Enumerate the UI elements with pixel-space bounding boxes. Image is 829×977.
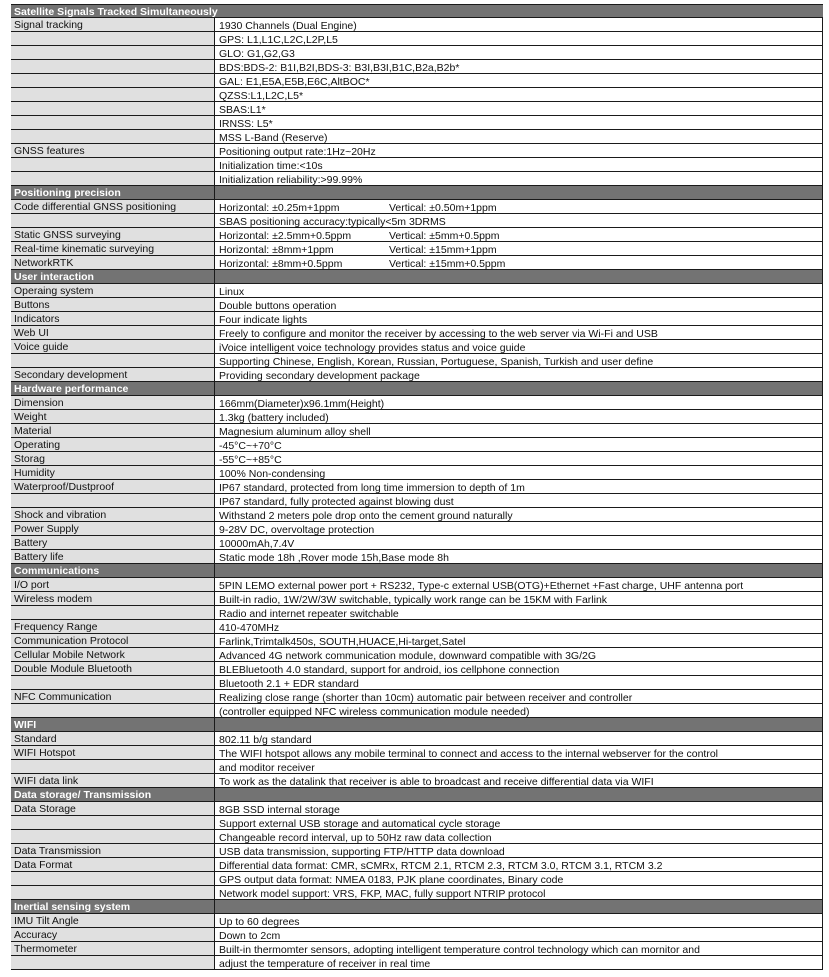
spec-value-text: Built-in thermomter sensors, adopting intelligent temperature control technology which can mornitor and	[219, 944, 700, 955]
spec-row	[11, 354, 823, 368]
spec-label: Weight	[11, 410, 215, 423]
spec-label: Real-time kinematic surveying	[11, 242, 215, 255]
spec-value	[215, 452, 823, 465]
spec-label: Operaing system	[11, 284, 215, 297]
spec-value-text: Horizontal: ±8mm+0.5ppm	[219, 258, 343, 269]
spec-row	[11, 102, 823, 116]
spec-value	[215, 284, 823, 297]
spec-row	[11, 494, 823, 508]
section-header-inertial-sensing-system	[11, 900, 823, 914]
spec-value	[215, 732, 823, 745]
spec-label: Code differential GNSS positioning	[11, 200, 215, 213]
spec-label: Battery life	[11, 550, 215, 563]
spec-row	[11, 214, 823, 228]
section-header-fill	[215, 186, 823, 199]
spec-value-text: Network model support: VRS, FKP, MAC, fully support NTRIP protocol	[219, 888, 546, 899]
spec-row	[11, 592, 823, 606]
spec-value-text: Initialization reliability:>99.99%	[219, 174, 363, 185]
spec-label	[11, 46, 215, 59]
spec-row	[11, 172, 823, 186]
spec-value	[215, 200, 823, 213]
spec-value	[215, 130, 823, 143]
spec-label	[11, 32, 215, 45]
spec-value-text: 9-28V DC, overvoltage protection	[219, 524, 375, 535]
spec-row	[11, 116, 823, 130]
section-title: Positioning precision	[11, 186, 215, 199]
spec-value	[215, 74, 823, 87]
spec-value-text: 8GB SSD internal storage	[219, 804, 340, 815]
spec-value-text: GPS: L1,L1C,L2C,L2P,L5	[219, 34, 338, 45]
section-header-fill	[215, 718, 823, 731]
spec-label: Static GNSS surveying	[11, 228, 215, 241]
spec-label	[11, 760, 215, 773]
spec-value	[215, 746, 823, 759]
spec-value	[215, 172, 823, 185]
spec-row	[11, 18, 823, 32]
spec-label	[11, 354, 215, 367]
spec-row	[11, 704, 823, 718]
spec-value	[215, 690, 823, 703]
spec-value	[215, 662, 823, 675]
spec-value-text: IP67 standard, fully protected against blowing dust	[219, 496, 454, 507]
spec-row	[11, 844, 823, 858]
spec-value	[215, 312, 823, 325]
spec-value	[215, 830, 823, 843]
spec-label: Material	[11, 424, 215, 437]
spec-row	[11, 550, 823, 564]
spec-value-text: -45°C~+70°C	[219, 440, 282, 451]
spec-value-text: GPS output data format: NMEA 0183, PJK plane coordinates, Binary code	[219, 874, 564, 885]
spec-label: NFC Communication	[11, 690, 215, 703]
spec-value-text: Realizing close range (shorter than 10cm) automatic pair between receiver and controller	[219, 692, 633, 703]
spec-value-text: Horizontal: ±2.5mm+0.5ppm	[219, 230, 352, 241]
spec-value-text: Changeable record interval, up to 50Hz raw data collection	[219, 832, 492, 843]
spec-value-text: Freely to configure and monitor the receiver by accessing to the web server via Wi-Fi and USB	[219, 328, 658, 339]
spec-value	[215, 326, 823, 339]
spec-value	[215, 60, 823, 73]
spec-value-vertical: Vertical: ±15mm+0.5ppm	[389, 258, 506, 269]
spec-value-text: iVoice intelligent voice technology provides status and voice guide	[219, 342, 526, 353]
spec-row	[11, 942, 823, 956]
spec-row	[11, 144, 823, 158]
spec-value-text: MSS L-Band (Reserve)	[219, 132, 328, 143]
spec-value-text: Differential data format: CMR, sCMRx, RTCM 2.1, RTCM 2.3, RTCM 3.0, RTCM 3.1, RTCM 3.2	[219, 860, 663, 871]
spec-label: Battery	[11, 536, 215, 549]
section-title: Inertial sensing system	[11, 900, 215, 913]
spec-value	[215, 228, 823, 241]
spec-label: Data Transmission	[11, 844, 215, 857]
spec-value	[215, 508, 823, 521]
spec-label: Signal tracking	[11, 18, 215, 31]
spec-label: Standard	[11, 732, 215, 745]
spec-value-text: SBAS positioning accuracy:typically<5m 3DRMS	[219, 216, 446, 227]
spec-row	[11, 74, 823, 88]
spec-label: Indicators	[11, 312, 215, 325]
spec-row	[11, 816, 823, 830]
spec-label	[11, 116, 215, 129]
section-header-fill	[215, 564, 823, 577]
spec-row	[11, 242, 823, 256]
spec-label	[11, 172, 215, 185]
spec-value-text: 100% Non-condensing	[219, 468, 326, 479]
spec-label: Power Supply	[11, 522, 215, 535]
spec-value	[215, 536, 823, 549]
spec-label: Operating	[11, 438, 215, 451]
spec-value	[215, 46, 823, 59]
spec-value-text: Withstand 2 meters pole drop onto the cement ground naturally	[219, 510, 513, 521]
spec-value	[215, 956, 823, 969]
spec-value-text: Static mode 18h ,Rover mode 15h,Base mode 8h	[219, 552, 449, 563]
spec-value-text: -55°C~+85°C	[219, 454, 282, 465]
spec-row	[11, 228, 823, 242]
spec-row	[11, 620, 823, 634]
section-header-communications	[11, 564, 823, 578]
spec-label: Waterproof/Dustproof	[11, 480, 215, 493]
spec-label: Data Format	[11, 858, 215, 871]
spec-value-text: 410-470MHz	[219, 622, 280, 633]
spec-label: Data Storage	[11, 802, 215, 815]
spec-label: WIFI Hotspot	[11, 746, 215, 759]
spec-value-vertical: Vertical: ±0.50m+1ppm	[389, 202, 497, 213]
spec-value	[215, 368, 823, 381]
spec-row	[11, 130, 823, 144]
spec-row	[11, 536, 823, 550]
spec-row	[11, 914, 823, 928]
spec-row	[11, 732, 823, 746]
spec-label: Buttons	[11, 298, 215, 311]
spec-value	[215, 802, 823, 815]
spec-value-text: Built-in radio, 1W/2W/3W switchable, typically work range can be 15KM with Farlink	[219, 594, 608, 605]
spec-value-text: Providing secondary development package	[219, 370, 420, 381]
spec-row	[11, 340, 823, 354]
spec-value-text: GLO: G1,G2,G3	[219, 48, 295, 59]
spec-label: Storag	[11, 452, 215, 465]
spec-value	[215, 242, 823, 255]
spec-label: WIFI data link	[11, 774, 215, 787]
spec-value-text: IP67 standard, protected from long time immersion to depth of 1m	[219, 482, 525, 493]
spec-value	[215, 634, 823, 647]
spec-row	[11, 690, 823, 704]
spec-value	[215, 214, 823, 227]
spec-value-text: and moditor receiver	[219, 762, 315, 773]
spec-row	[11, 746, 823, 760]
spec-row	[11, 298, 823, 312]
section-title: User interaction	[11, 270, 215, 283]
spec-label	[11, 606, 215, 619]
spec-label	[11, 830, 215, 843]
spec-row	[11, 480, 823, 494]
spec-row	[11, 676, 823, 690]
spec-row	[11, 32, 823, 46]
spec-row	[11, 256, 823, 270]
spec-value-text: USB data transmission, supporting FTP/HTTP data download	[219, 846, 505, 857]
spec-row	[11, 858, 823, 872]
spec-row	[11, 60, 823, 74]
spec-value-text: 10000mAh,7.4V	[219, 538, 295, 549]
spec-value	[215, 928, 823, 941]
spec-row	[11, 452, 823, 466]
spec-label: Thermometer	[11, 942, 215, 955]
spec-row	[11, 872, 823, 886]
spec-label	[11, 158, 215, 171]
spec-value	[215, 648, 823, 661]
spec-value	[215, 158, 823, 171]
spec-value	[215, 256, 823, 269]
spec-value	[215, 480, 823, 493]
section-title: WIFI	[11, 718, 215, 731]
spec-label	[11, 214, 215, 227]
section-header-fill	[215, 788, 823, 801]
spec-row	[11, 200, 823, 214]
spec-row	[11, 438, 823, 452]
section-title: Data storage/ Transmission	[11, 788, 215, 801]
spec-value-text: BLEBluetooth 4.0 standard, support for android, ios cellphone connection	[219, 664, 560, 675]
spec-value	[215, 816, 823, 829]
spec-row	[11, 606, 823, 620]
spec-value	[215, 18, 823, 31]
spec-row	[11, 284, 823, 298]
spec-value	[215, 774, 823, 787]
section-header-satellite-signals-tracked-simultaneously	[11, 4, 823, 18]
spec-row	[11, 396, 823, 410]
spec-value-text: Horizontal: ±8mm+1ppm	[219, 244, 334, 255]
spec-label	[11, 102, 215, 115]
spec-table	[11, 4, 823, 970]
spec-value-text: Supporting Chinese, English, Korean, Russian, Portuguese, Spanish, Turkish and user define	[219, 356, 654, 367]
spec-value	[215, 914, 823, 927]
section-header-user-interaction	[11, 270, 823, 284]
spec-value-text: Magnesium aluminum alloy shell	[219, 426, 371, 437]
spec-value-text: Advanced 4G network communication module, downward compatible with 3G/2G	[219, 650, 597, 661]
section-header-positioning-precision	[11, 186, 823, 200]
spec-value-text: SBAS:L1*	[219, 104, 266, 115]
spec-value	[215, 32, 823, 45]
spec-value-text: Up to 60 degrees	[219, 916, 300, 927]
spec-label	[11, 88, 215, 101]
spec-label	[11, 494, 215, 507]
spec-row	[11, 928, 823, 942]
spec-value	[215, 606, 823, 619]
spec-label	[11, 816, 215, 829]
spec-label: IMU Tilt Angle	[11, 914, 215, 927]
spec-label	[11, 886, 215, 899]
spec-value	[215, 424, 823, 437]
spec-value-text: Four indicate lights	[219, 314, 308, 325]
spec-value	[215, 116, 823, 129]
spec-row	[11, 886, 823, 900]
spec-value	[215, 102, 823, 115]
spec-row	[11, 634, 823, 648]
spec-value-text: Support external USB storage and automatical cycle storage	[219, 818, 501, 829]
spec-row	[11, 830, 823, 844]
spec-row	[11, 508, 823, 522]
spec-value	[215, 410, 823, 423]
spec-value-text: Radio and internet repeater switchable	[219, 608, 399, 619]
spec-value	[215, 438, 823, 451]
spec-value	[215, 886, 823, 899]
spec-value	[215, 578, 823, 591]
spec-value-text: (controller equipped NFC wireless communication module needed)	[219, 706, 530, 717]
spec-row	[11, 410, 823, 424]
spec-value-vertical: Vertical: ±5mm+0.5ppm	[389, 230, 500, 241]
spec-row	[11, 424, 823, 438]
spec-value	[215, 676, 823, 689]
spec-value-text: 5PIN LEMO external power port + RS232, Type-c external USB(OTG)+Ethernet +Fast charge, UHF antenna port	[219, 580, 744, 591]
spec-label: Shock and vibration	[11, 508, 215, 521]
spec-value	[215, 550, 823, 563]
spec-value-text: Initialization time:<10s	[219, 160, 323, 171]
spec-value-text: BDS:BDS-2: B1I,B2I,BDS-3: B3I,B3I,B1C,B2a,B2b*	[219, 62, 460, 73]
spec-row	[11, 326, 823, 340]
spec-value	[215, 592, 823, 605]
spec-value	[215, 466, 823, 479]
spec-row	[11, 956, 823, 970]
spec-label: Frequency Range	[11, 620, 215, 633]
spec-row	[11, 368, 823, 382]
spec-value-text: adjust the temperature of receiver in real time	[219, 958, 431, 969]
spec-value	[215, 354, 823, 367]
spec-row	[11, 760, 823, 774]
section-title: Hardware performance	[11, 382, 215, 395]
spec-label: NetworkRTK	[11, 256, 215, 269]
spec-value	[215, 858, 823, 871]
spec-value-text: Positioning output rate:1Hz~20Hz	[219, 146, 376, 157]
spec-value-vertical: Vertical: ±15mm+1ppm	[389, 244, 497, 255]
spec-value	[215, 872, 823, 885]
spec-row	[11, 522, 823, 536]
spec-value	[215, 844, 823, 857]
spec-row	[11, 648, 823, 662]
spec-label: Double Module Bluetooth	[11, 662, 215, 675]
spec-value	[215, 340, 823, 353]
spec-value-text: 1930 Channels (Dual Engine)	[219, 20, 357, 31]
spec-value-text: 166mm(Diameter)x96.1mm(Height)	[219, 398, 385, 409]
spec-row	[11, 466, 823, 480]
spec-value	[215, 88, 823, 101]
spec-value-text: Bluetooth 2.1 + EDR standard	[219, 678, 359, 689]
spec-label: Humidity	[11, 466, 215, 479]
spec-label: Dimension	[11, 396, 215, 409]
spec-value-text: Horizontal: ±0.25m+1ppm	[219, 202, 340, 213]
spec-row	[11, 578, 823, 592]
spec-value-text: Farlink,Trimtalk450s, SOUTH,HUACE,Hi-target,Satel	[219, 636, 466, 647]
spec-value-text: GAL: E1,E5A,E5B,E6C,AltBOC*	[219, 76, 370, 87]
spec-value	[215, 298, 823, 311]
spec-value	[215, 522, 823, 535]
spec-row	[11, 802, 823, 816]
spec-value	[215, 494, 823, 507]
spec-label: Wireless modem	[11, 592, 215, 605]
spec-label: I/O port	[11, 578, 215, 591]
spec-value-text: 802.11 b/g standard	[219, 734, 312, 745]
spec-label: Communication Protocol	[11, 634, 215, 647]
spec-value	[215, 620, 823, 633]
spec-label: Cellular Mobile Network	[11, 648, 215, 661]
spec-label	[11, 956, 215, 969]
spec-label: Web UI	[11, 326, 215, 339]
spec-label	[11, 872, 215, 885]
spec-value-text: Double buttons operation	[219, 300, 337, 311]
spec-label	[11, 60, 215, 73]
spec-value	[215, 396, 823, 409]
spec-label	[11, 130, 215, 143]
spec-value-text: QZSS:L1,L2C,L5*	[219, 90, 304, 101]
section-header-fill	[215, 382, 823, 395]
spec-value	[215, 704, 823, 717]
spec-value	[215, 760, 823, 773]
spec-row	[11, 774, 823, 788]
spec-row	[11, 158, 823, 172]
spec-value	[215, 942, 823, 955]
spec-value-text: Linux	[219, 286, 245, 297]
spec-row	[11, 312, 823, 326]
spec-label	[11, 74, 215, 87]
spec-label: Secondary development	[11, 368, 215, 381]
spec-label: Accuracy	[11, 928, 215, 941]
section-header-hardware-performance	[11, 382, 823, 396]
section-header-fill	[215, 900, 823, 913]
spec-label: Voice guide	[11, 340, 215, 353]
section-header-fill	[215, 270, 823, 283]
spec-value-text: To work as the datalink that receiver is able to broadcast and receive differential data via WIFI	[219, 776, 654, 787]
spec-value	[215, 144, 823, 157]
spec-label: GNSS features	[11, 144, 215, 157]
spec-label	[11, 676, 215, 689]
section-title: Communications	[11, 564, 215, 577]
section-header-wifi	[11, 718, 823, 732]
spec-value-text: IRNSS: L5*	[219, 118, 273, 129]
spec-value-text: 1.3kg (battery included)	[219, 412, 329, 423]
section-header-data-storage-transmission	[11, 788, 823, 802]
spec-row	[11, 88, 823, 102]
section-title: Satellite Signals Tracked Simultaneously	[11, 5, 823, 17]
spec-label	[11, 704, 215, 717]
spec-value-text: The WIFI hotspot allows any mobile terminal to connect and access to the internal webserver for the control	[219, 748, 718, 759]
spec-value-text: Down to 2cm	[219, 930, 281, 941]
spec-row	[11, 662, 823, 676]
spec-row	[11, 46, 823, 60]
